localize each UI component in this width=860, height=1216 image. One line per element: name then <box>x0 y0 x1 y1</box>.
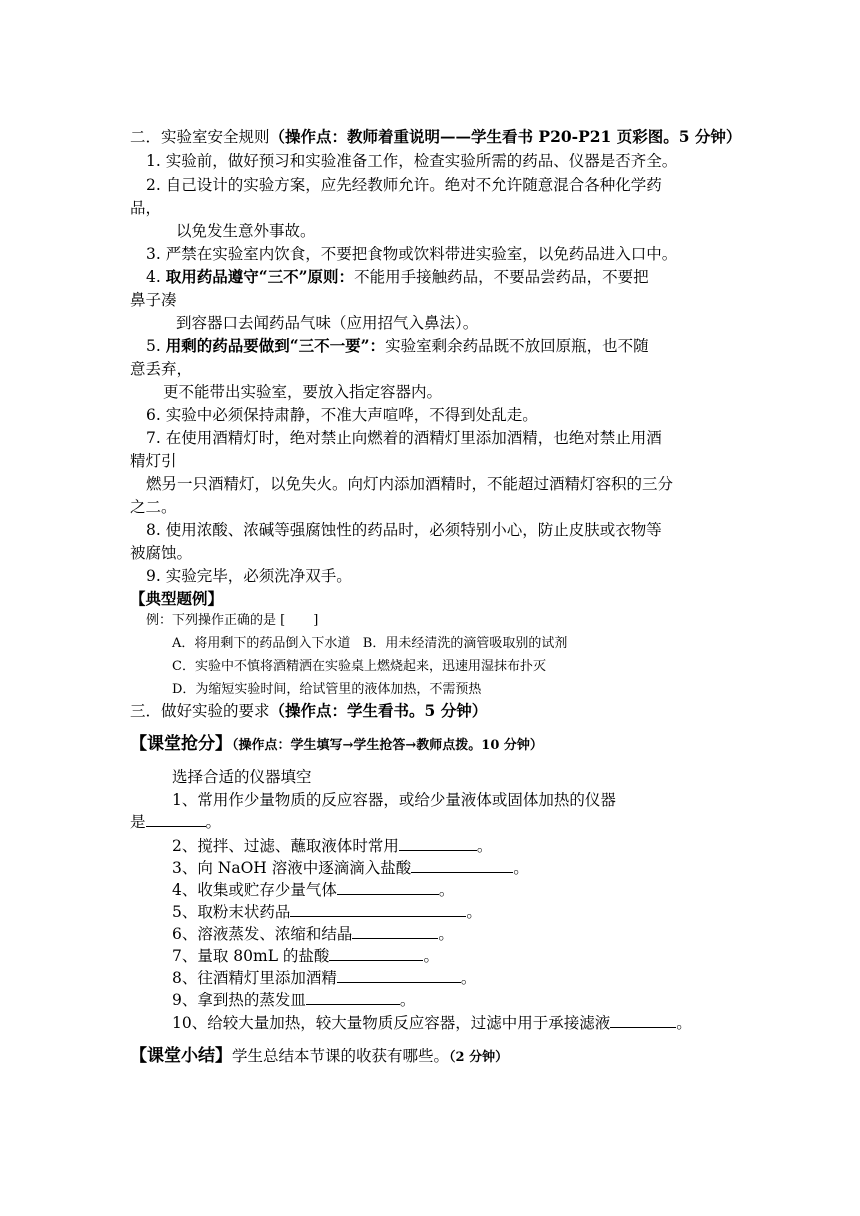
period: 。 <box>438 881 455 899</box>
quiz-q6-text: 6、溶液蒸发、浓缩和结晶 <box>172 925 353 943</box>
quiz-q10 <box>172 1011 692 1034</box>
quiz-q9 <box>172 988 415 1011</box>
rule-2-text-b: 品， <box>130 199 162 217</box>
section-3-text: 三．做好实验的要求 <box>130 702 270 720</box>
quiz-q5-text: 5、取粉末状药品 <box>172 903 291 921</box>
rule-2-text-a: 2. 自己设计的实验方案，应先经教师允许。绝对不允许随意混合各种化学药 <box>146 176 662 194</box>
summary-text: 学生总结本节课的收获有哪些。 <box>232 1047 450 1065</box>
rule-8-wrap <box>130 542 192 564</box>
quiz-heading <box>130 733 543 756</box>
quiz-q6 <box>172 922 454 945</box>
option-c-text: C．实验中不慎将酒精洒在实验桌上燃烧起来，迅速用湿抹布扑灭 <box>172 659 546 674</box>
quiz-q3 <box>172 856 529 879</box>
quiz-heading-note: （操作点：学生填写→学生抢答→教师点拨。10 分钟） <box>232 738 543 753</box>
quiz-q5 <box>172 900 482 923</box>
section-2-heading <box>130 126 741 148</box>
quiz-q1-text: 1、常用作少量物质的反应容器，或给少量液体或固体加热的仪器 <box>172 791 616 809</box>
rule-7-text-b: 精灯引 <box>130 452 177 470</box>
option-b: B．用未经清洗的滴管吸取别的试剂 <box>362 636 568 651</box>
quiz-q1-wrap <box>130 810 221 833</box>
option-a-b <box>172 634 567 654</box>
quiz-q3-text: 3、向 NaOH 溶液中逐滴滴入盐酸 <box>172 859 412 877</box>
period: 。 <box>205 813 222 831</box>
period: 。 <box>476 837 493 855</box>
rule-5-text-c: 更不能带出实验室，要放入指定容器内。 <box>163 383 443 401</box>
rule-8-text-a: 8. 使用浓酸、浓碱等强腐蚀性的药品时，必须特别小心，防止皮肤或衣物等 <box>146 521 662 539</box>
rule-5-cont <box>163 381 442 403</box>
quiz-q4 <box>172 878 454 901</box>
quiz-q1 <box>172 789 616 811</box>
period: 。 <box>676 1014 692 1032</box>
quiz-q8 <box>172 966 476 989</box>
answer-blank[interactable] <box>337 878 439 895</box>
rule-8 <box>146 519 662 541</box>
rule-3-text: 3. 严禁在实验室内饮食，不要把食物或饮料带进实验室，以免药品进入口中。 <box>146 245 678 263</box>
rule-4-text-b: 鼻子凑 <box>130 291 177 309</box>
period: 。 <box>423 947 439 965</box>
period: 。 <box>513 859 529 877</box>
quiz-heading-text: 【课堂抢分】 <box>130 734 232 754</box>
rule-9-text: 9. 实验完毕，必须洗净双手。 <box>146 567 352 585</box>
rule-4 <box>146 266 649 288</box>
rule-1 <box>146 150 677 172</box>
rule-4-text-c: 到容器口去闻药品气味（应用招气入鼻法）。 <box>176 314 479 332</box>
answer-blank[interactable] <box>352 922 438 939</box>
answer-blank[interactable] <box>146 810 206 827</box>
rule-5-wrap <box>130 358 192 380</box>
rule-7-wrap-2 <box>130 496 177 518</box>
quiz-q1-text-b: 是 <box>130 813 146 831</box>
rule-2-cont <box>176 220 316 242</box>
rule-7-text-d: 之二。 <box>130 498 177 516</box>
rule-4-num: 4. <box>146 268 166 286</box>
example-question <box>146 611 318 631</box>
quiz-q7 <box>172 944 439 967</box>
rule-5 <box>146 335 649 357</box>
heading-note: （操作点：教师着重说明——学生看书 P20-P21 页彩图。5 分钟） <box>269 127 742 146</box>
summary-line <box>130 1045 508 1068</box>
summary-heading: 【课堂小结】 <box>130 1046 232 1066</box>
quiz-intro-text: 选择合适的仪器填空 <box>172 768 312 786</box>
answer-blank[interactable] <box>306 988 400 1005</box>
quiz-q9-text: 9、拿到热的蒸发皿 <box>172 991 306 1009</box>
rule-4-bold: 取用药品遵守“三不”原则： <box>165 267 355 286</box>
quiz-q4-text: 4、收集或贮存少量气体 <box>172 881 337 899</box>
rule-5-num: 5. <box>146 337 166 355</box>
example-question-text: 例：下列操作正确的是 <box>146 613 281 628</box>
rule-5-text-b: 意丢弃， <box>130 360 193 378</box>
rule-7-wrap <box>130 450 177 472</box>
period: 。 <box>466 903 482 921</box>
answer-blank[interactable] <box>399 834 477 851</box>
rule-5-rest: 实验室剩余药品既不放回原瓶，也不随 <box>385 337 649 355</box>
quiz-q10-text: 10、给较大量加热，较大量物质反应容器，过滤中用于承接滤液 <box>172 1014 611 1032</box>
rule-4-cont <box>176 312 478 334</box>
option-a: A．将用剩下的药品倒入下水道 <box>172 636 351 651</box>
rule-3 <box>146 243 677 265</box>
period: 。 <box>438 925 454 943</box>
option-d <box>172 680 481 700</box>
quiz-q7-text: 7、量取 80mL 的盐酸 <box>172 947 330 965</box>
option-c <box>172 657 546 677</box>
rule-7-cont <box>146 473 673 495</box>
answer-blank[interactable] <box>290 900 466 917</box>
period: 。 <box>399 991 416 1009</box>
rule-6 <box>146 404 538 426</box>
bracket-close: ] <box>313 613 319 628</box>
answer-blank[interactable] <box>411 856 513 873</box>
example-heading-text: 【典型题例】 <box>130 589 224 608</box>
section-3-note: （操作点：学生看书。5 分钟） <box>269 701 488 720</box>
period: 。 <box>460 969 477 987</box>
rule-8-text-b: 被腐蚀。 <box>130 544 193 562</box>
rule-4-rest: 不能用手接触药品，不要品尝药品，不要把 <box>354 268 649 286</box>
rule-1-text: 1. 实验前，做好预习和实验准备工作，检查实验所需的药品、仪器是否齐全。 <box>146 152 678 170</box>
rule-4-wrap <box>130 289 177 311</box>
answer-blank[interactable] <box>610 1011 676 1028</box>
rule-7-text-c: 燃另一只酒精灯，以免失火。向灯内添加酒精时，不能超过酒精灯容积的三分 <box>146 475 674 493</box>
example-heading <box>130 588 223 610</box>
section-3-heading <box>130 700 487 722</box>
rule-6-text: 6. 实验中必须保持肃静，不准大声喧哗，不得到处乱走。 <box>146 406 538 424</box>
rule-7-text-a: 7. 在使用酒精灯时，绝对禁止向燃着的酒精灯里添加酒精，也绝对禁止用酒 <box>146 429 662 447</box>
quiz-q8-text: 8、往酒精灯里添加酒精 <box>172 969 337 987</box>
quiz-q2 <box>172 834 492 857</box>
rule-9 <box>146 565 352 587</box>
bracket-open: [ <box>280 613 286 628</box>
option-d-text: D．为缩短实验时间，给试管里的液体加热，不需预热 <box>172 682 482 697</box>
rule-7 <box>146 427 662 449</box>
summary-note: （2 分钟） <box>449 1050 509 1065</box>
heading-text: 二．实验室安全规则 <box>130 128 270 146</box>
rule-2 <box>146 174 662 196</box>
quiz-intro <box>172 766 312 788</box>
rule-2-text-c: 以免发生意外事故。 <box>176 222 316 240</box>
answer-blank[interactable] <box>337 966 461 983</box>
answer-blank[interactable] <box>329 944 423 961</box>
rule-5-bold: 用剩的药品要做到“三不一要”： <box>165 336 386 355</box>
quiz-q2-text: 2、搅拌、过滤、蘸取液体时常用 <box>172 837 399 855</box>
rule-2-wrap <box>130 197 161 219</box>
